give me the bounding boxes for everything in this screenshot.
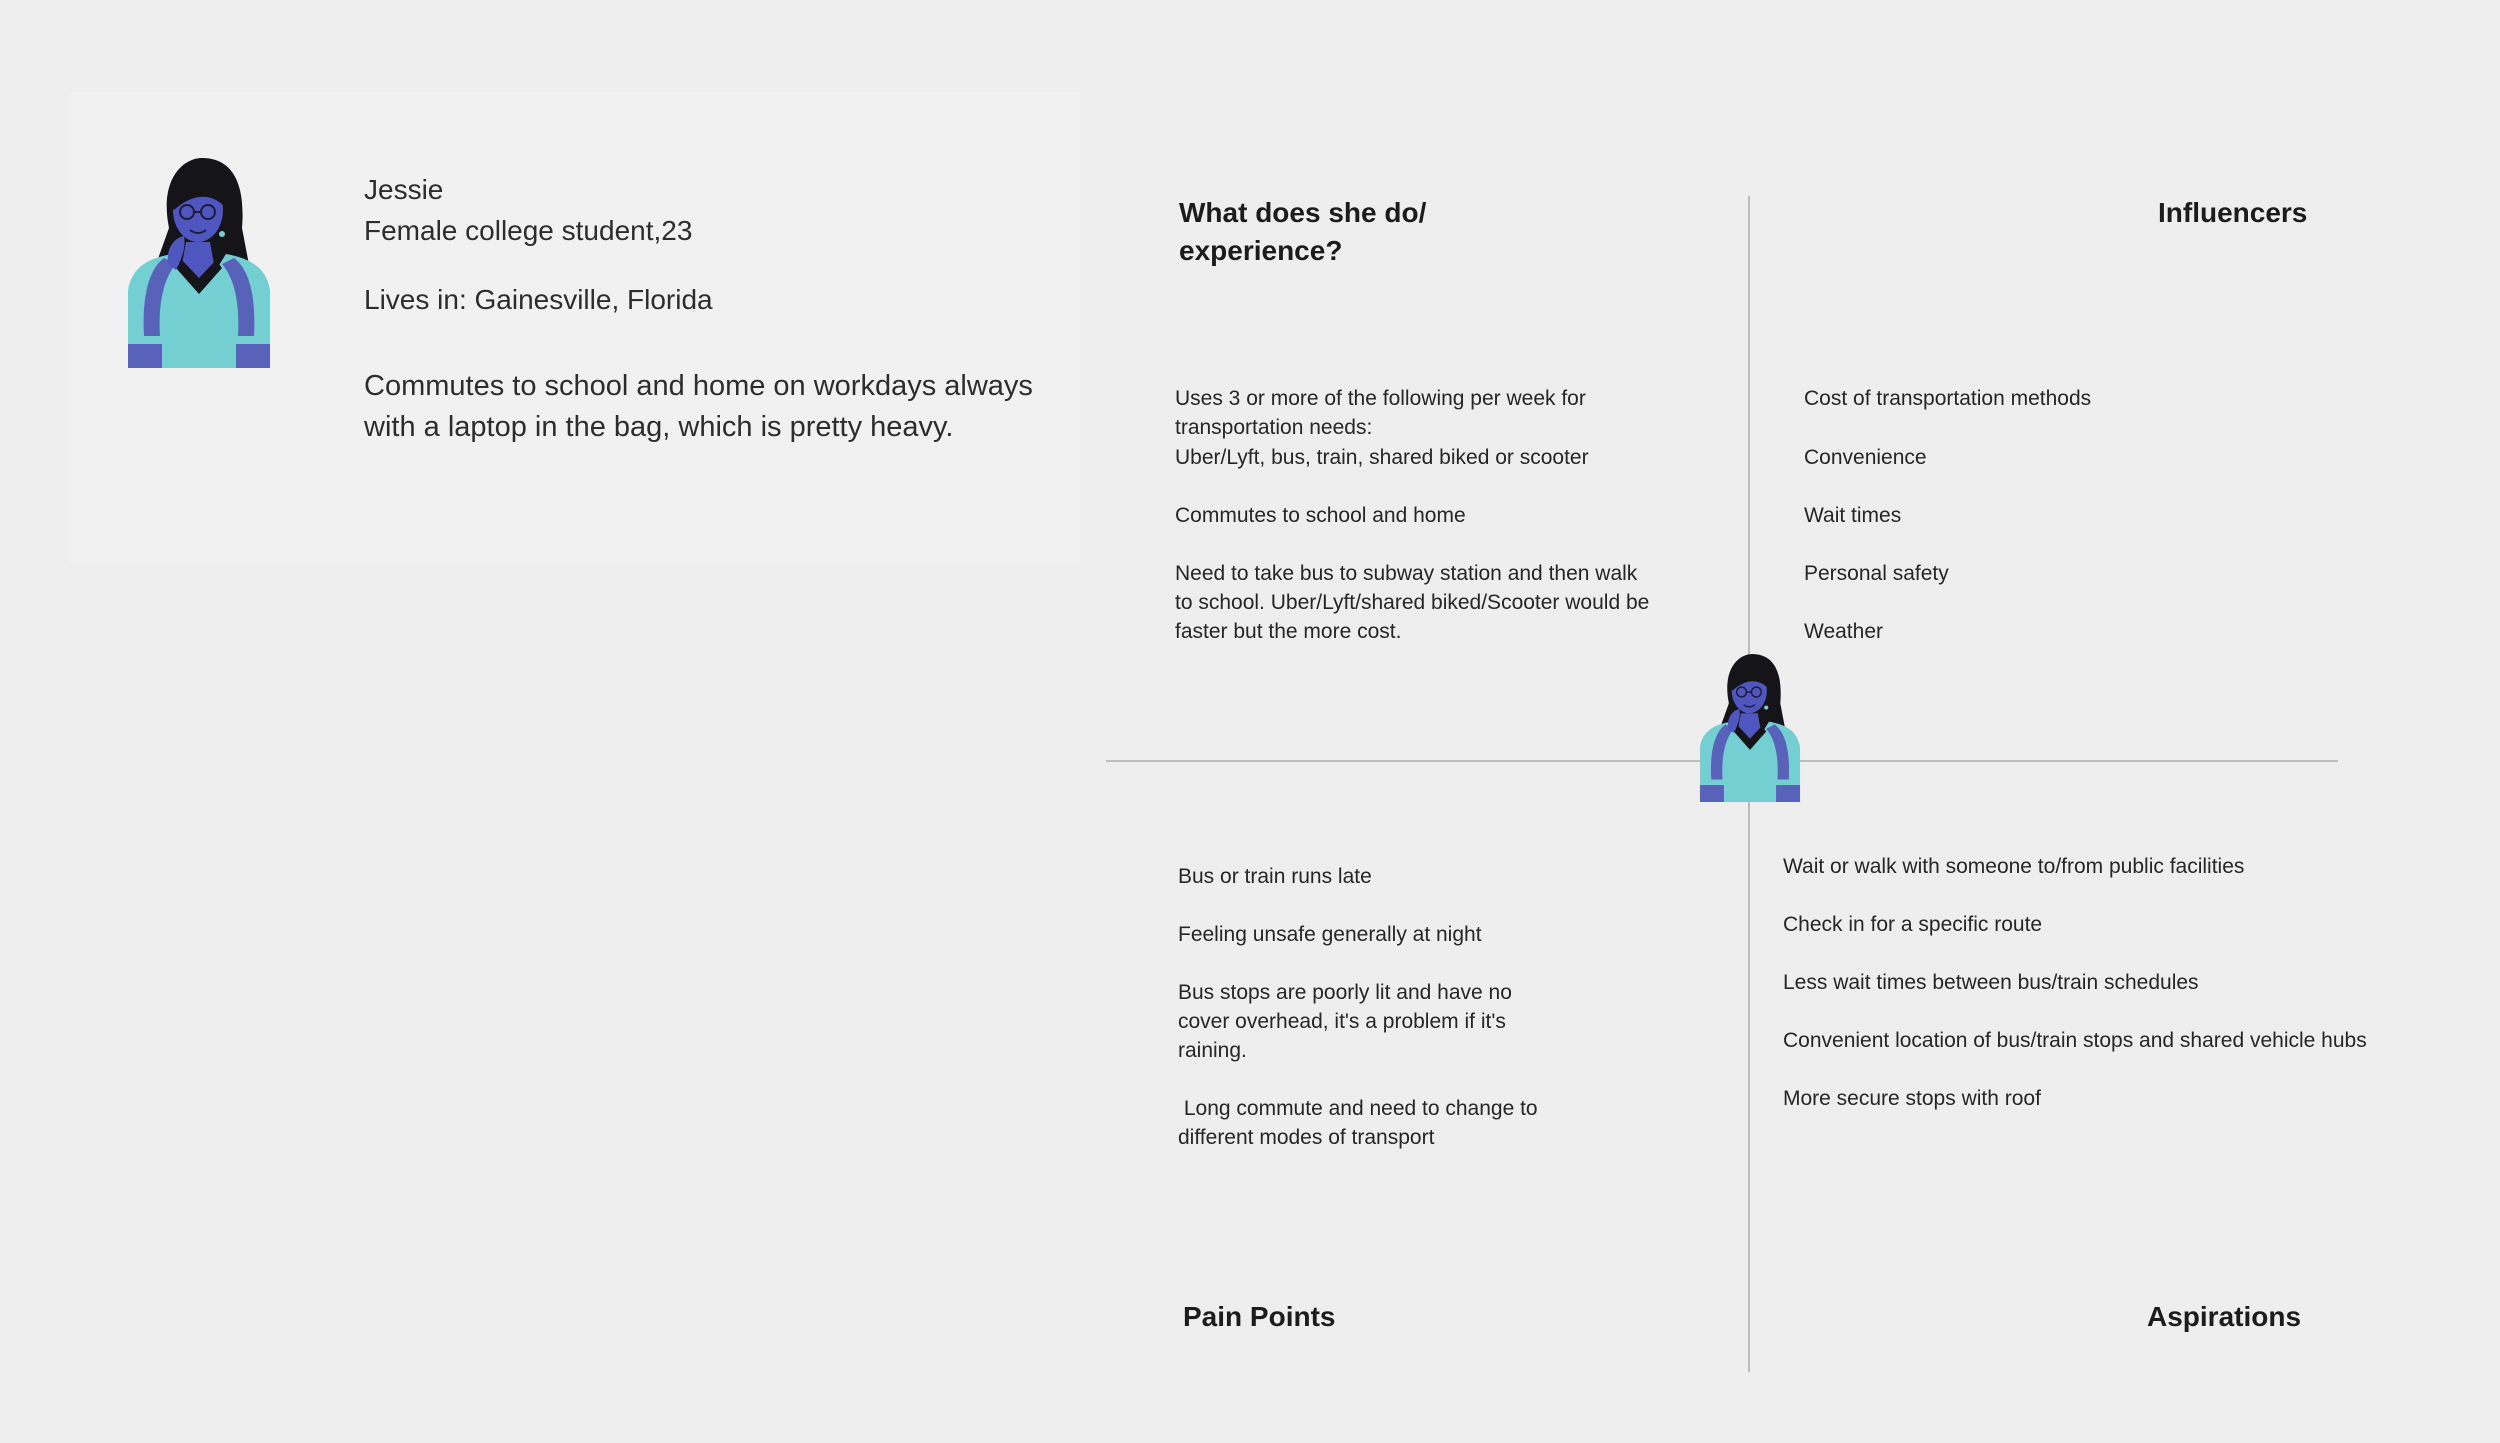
influencer-item: Personal safety — [1804, 562, 1949, 585]
center-persona-avatar-icon — [1696, 654, 1804, 802]
persona-role: Female college student,23 — [364, 215, 693, 246]
influencer-item: Weather — [1804, 620, 1883, 643]
persona-location: Lives in: Gainesville, Florida — [364, 284, 713, 315]
aspiration-item: Less wait times between bus/train schedules — [1783, 971, 2199, 994]
experience-item: Need to take bus to subway station and then walk to school. Uber/Lyft/shared biked/Scooter would be faster but the more cost. — [1175, 562, 1650, 643]
experience-item: Uber/Lyft, bus, train, shared biked or scooter — [1175, 446, 1589, 469]
pain-points-heading: Pain Points — [1183, 1301, 1336, 1332]
aspiration-item: Convenient location of bus/train stops and shared vehicle hubs — [1783, 1029, 2367, 1052]
aspiration-item: Wait or walk with someone to/from public facilities — [1783, 855, 2245, 878]
pain-point-item: Bus or train runs late — [1178, 865, 1372, 888]
influencer-item: Wait times — [1804, 504, 1902, 527]
experience-item: Commutes to school and home — [1175, 504, 1466, 527]
influencers-heading: Influencers — [2158, 197, 2308, 228]
persona-commute-description: Commutes to school and home on workdays always with a laptop in the bag, which is pretty heavy. — [364, 370, 1033, 443]
influencer-item: Cost of transportation methods — [1804, 387, 2092, 410]
pain-point-item: Bus stops are poorly lit and have no cover overhead, it's a problem if it's raining. — [1178, 981, 1512, 1062]
experience-item: Uses 3 or more of the following per week for transportation needs: — [1175, 387, 1586, 439]
persona-avatar-icon — [124, 158, 274, 368]
aspirations-heading: Aspirations — [2147, 1301, 2302, 1332]
aspiration-item: More secure stops with roof — [1783, 1087, 2041, 1110]
persona-name: Jessie — [364, 174, 444, 205]
aspiration-item: Check in for a specific route — [1783, 913, 2043, 936]
influencer-item: Convenience — [1804, 446, 1927, 469]
pain-point-item: Long commute and need to change to different modes of transport — [1178, 1097, 1544, 1149]
pain-point-item: Feeling unsafe generally at night — [1178, 923, 1482, 946]
experience-heading: What does she do/ experience? — [1179, 197, 1427, 266]
